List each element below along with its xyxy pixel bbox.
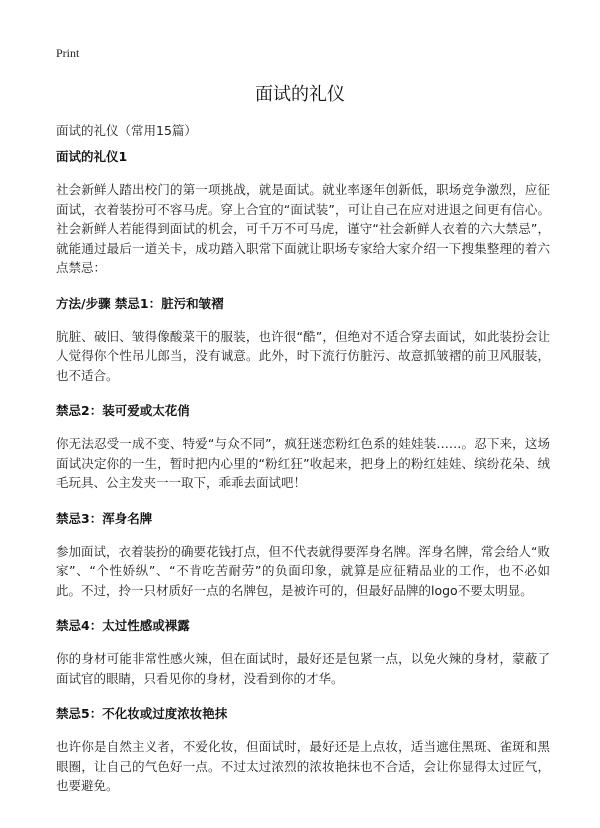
print-label: Print (56, 46, 80, 60)
document-body (56, 148, 550, 813)
section-paragraph: 肮脏、破旧、皱得像酸菜干的服装，也许很“酷”，但绝对不适合穿去面试，如此装扮会让人觉得你个性吊儿郎当，没有诚意。此外，时下流行仿脏污、故意抓皱褶的前卫风服装，也不适合。 (56, 328, 550, 383)
section-heading: 面试的礼仪1 (56, 149, 128, 164)
section-4 (56, 510, 550, 601)
section-heading: 方法/步骤 禁忌1：脏污和皱褶 (56, 295, 224, 311)
page-title: 面试的礼仪 (255, 84, 345, 105)
section-paragraph: 你无法忍受一成不变、特爱“与众不同”，疯狂迷恋粉红色系的娃娃装……。忍下来，这场面试决定你的一生，暂时把内心里的“粉红狂”收起来，把身上的粉红娃娃、缤纷花朵、绒毛玩具、公主发夹一一取下，乖乖去面试吧！ (56, 436, 550, 490)
section-paragraph: 参加面试，衣着装扮的确要花钱打点，但不代表就得要浑身名牌。浑身名牌，常会给人“败家”、“个性娇纵”、“不肯吃苦耐劳”的负面印象，就算是应征精品业的工作，也不必如此。不过，拎一只材质好一点的名牌包，是被许可的，但最好品牌的logo不要太明显。 (56, 543, 550, 598)
section-heading: 禁忌4：太过性感或裸露 (56, 618, 190, 633)
section-3 (56, 402, 550, 493)
section-heading: 禁忌3：浑身名牌 (56, 510, 153, 526)
section-5 (56, 617, 550, 688)
section-heading: 禁忌5：不化妆或过度浓妆艳抹 (56, 706, 228, 721)
document-subtitle: 面试的礼仪（常用15篇） (56, 123, 197, 138)
section-paragraph: 你的身材可能非常性感火辣，但在面试时，最好还是包紧一点，以免火辣的身材，蒙蔽了面试官的眼睛，只看见你的身材，没看到你的才华。 (56, 651, 550, 686)
section-2 (56, 295, 550, 386)
section-heading: 禁忌2：装可爱或太花俏 (56, 403, 190, 418)
section-6 (56, 705, 550, 796)
section-1 (56, 148, 550, 278)
section-paragraph: 也许你是自然主义者，不爱化妆，但面试时，最好还是上点妆，适当遮住黑斑、雀斑和黑眼圈，让自己的气色好一点。不过太过浓烈的浓妆艳抹也不合适，会让你显得太过匠气，也要避免。 (56, 739, 550, 793)
section-paragraph: 社会新鲜人踏出校门的第一项挑战，就是面试。就业率逐年创新低，职场竞争激烈，应征面试，衣着装扮可不容马虎。穿上合宜的“面试装”，可让自己在应对进退之间更有信心。社会新鲜人若能得到面试的机会，可千万不可马虎，谨守“社会新鲜人衣着的六大禁忌”，就能通过最后一道关卡，成功踏入职常下面就让职场专家给大家介绍一下搜集整理的着六点禁忌： (56, 182, 550, 275)
